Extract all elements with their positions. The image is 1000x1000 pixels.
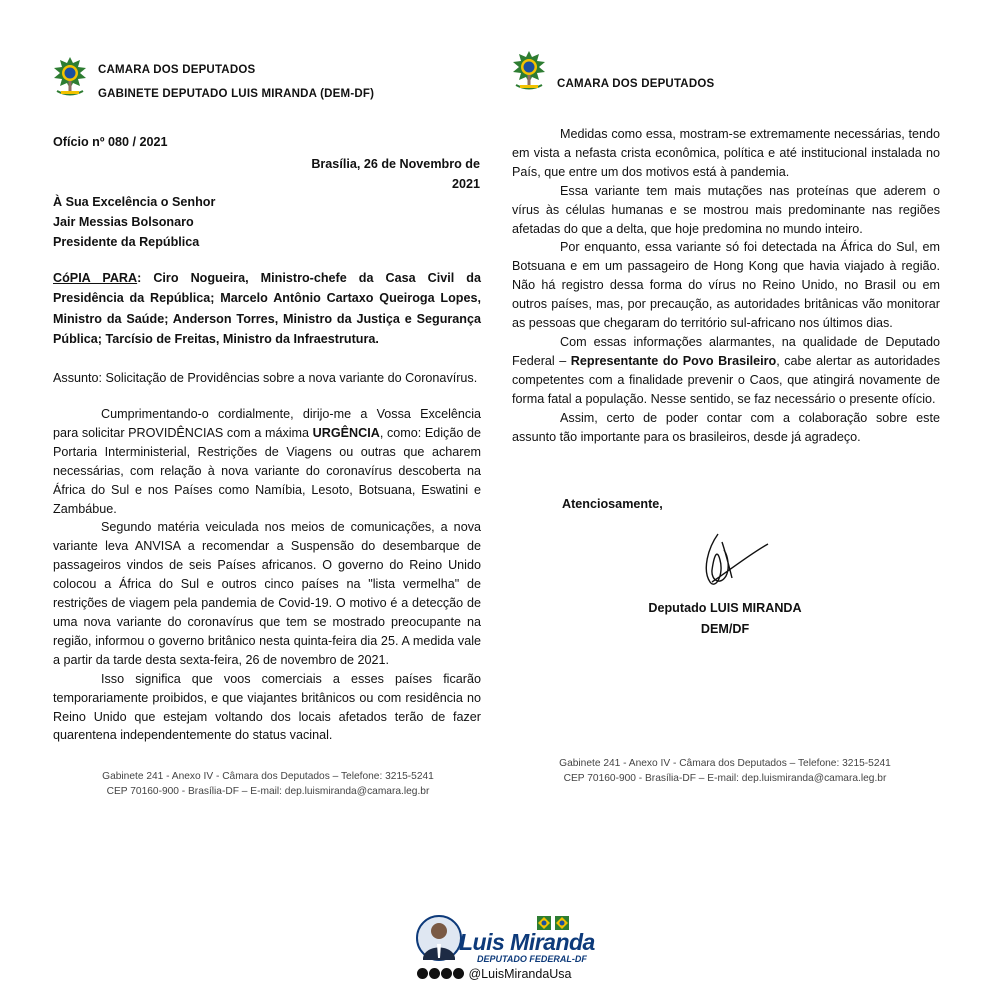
urgency-emphasis: URGÊNCIA bbox=[312, 425, 380, 440]
social-handle-row bbox=[417, 967, 572, 981]
signer-party: DEM/DF bbox=[700, 622, 750, 636]
copy-to-block bbox=[53, 268, 481, 349]
subject-line: Assunto: Solicitação de Providências sobre a nova variante do Coronavírus. bbox=[53, 371, 478, 385]
youtube-icon bbox=[453, 968, 464, 979]
right-footer-contact: CEP 70160-900 - Brasília-DF – E-mail: dep.luismiranda@camara.leg.br bbox=[563, 773, 887, 784]
twitter-icon bbox=[441, 968, 452, 979]
header-subtitle: GABINETE DEPUTADO LUIS MIRANDA (DEM-DF) bbox=[98, 88, 375, 100]
header-title: CAMARA DOS DEPUTADOS bbox=[98, 64, 256, 76]
right-body bbox=[512, 125, 940, 446]
copy-to-label: CóPIA PARA bbox=[53, 271, 138, 285]
oficio-number: Ofício nº 080 / 2021 bbox=[53, 135, 168, 149]
copy-to-recipients: : Ciro Nogueira, Ministro-chefe da Casa Civil da Presidência da República; Marcelo Antônio Cartaxo Queiroga Lopes, Ministro da Saúde; Anderson Torres, Ministro da Justiça e Segurança Pública; Tarcísio de Freitas, Ministro da Infraestrutura. bbox=[53, 271, 481, 346]
right-paragraph-4 bbox=[512, 333, 940, 409]
right-paragraph-3: Por enquanto, essa variante só foi detectada na África do Sul, em Botsuana e em um passageiro de Hong Kong que havia viajado à região. Não há registro dessa forma do vírus no Reino Unido, no Brasil ou em outros países, mas, por precaução, as autoridades britânicas vão monitorar as pessoas que chegaram do território sul-africano nos últimos dias. bbox=[512, 240, 940, 331]
left-p1-text: Cumprimentando-o cordialmente, dirijo-me a Vossa Excelência para solicitar PROVIDÊNCIAS com a máxima bbox=[53, 407, 481, 440]
left-footer-contact: CEP 70160-900 - Brasília-DF – E-mail: dep.luismiranda@camara.leg.br bbox=[106, 786, 430, 797]
left-paragraph-1 bbox=[53, 405, 481, 518]
signature-image bbox=[690, 530, 770, 590]
right-paragraph-1: Medidas como essa, mostram-se extremamente necessárias, tendo em vista a nefasta crista econômica, política e até institucional instalada no País, que entre um dos motivos está à pandemia. bbox=[512, 127, 940, 179]
brand-logo bbox=[415, 912, 595, 982]
social-handle: @LuisMirandaUsa bbox=[468, 967, 572, 981]
left-paragraph-2: Segundo matéria veiculada nos meios de comunicações, a nova variante leva ANVISA a recomendar a Suspensão do desembarque de passageiros vindos de seis Países africanos. O governo do Reino Unido colocou a África do Sul e outros cinco países na "lista vermelha" de restrições de viagem pela pandemia de Covid-19. O motivo é a detecção de uma nova variante do coronavírus que tem se mostrado preocupante na região, informou o governo britânico nesta quinta-feira dia 25. A medida vale a partir da tarde desta sexta-feira, 26 de novembro de 2021. bbox=[53, 520, 481, 667]
brazil-coat-of-arms-icon bbox=[511, 50, 547, 90]
left-paragraph-3: Isso significa que voos comerciais a esses países ficarão temporariamente proibidos, e que viajantes britânicos ou com residência no Reino Unido que estejam voltando dos locais afetados terão de fazer quarentena independentemente do status vacinal. bbox=[53, 671, 481, 743]
recipient-name: Jair Messias Bolsonaro bbox=[53, 215, 194, 229]
right-p4-text: Com essas informações alarmantes, na qualidade de Deputado Federal – bbox=[512, 334, 940, 368]
left-footer-address: Gabinete 241 - Anexo IV - Câmara dos Deputados – Telefone: 3215-5241 bbox=[102, 771, 434, 782]
brand-subtitle: DEPUTADO FEDERAL-DF bbox=[477, 954, 587, 964]
right-footer bbox=[510, 756, 940, 786]
recipient-title: Presidente da República bbox=[53, 235, 200, 249]
left-body bbox=[53, 405, 481, 745]
brazil-coat-of-arms-icon bbox=[52, 56, 88, 96]
left-p1-text-end: , como: Edição de Portaria Interministerial, Restrições de Viagens ou outras que acharem necessárias, com relação à nova variante do coronavírus descoberta na África do Sul e nos Países como Namíbia, Lesoto, Botsuana, Eswatini e Zambábue. bbox=[53, 425, 481, 516]
closing-salutation: Atenciosamente, bbox=[562, 497, 663, 511]
instagram-icon bbox=[429, 968, 440, 979]
left-footer bbox=[53, 769, 483, 799]
right-paragraph-2: Essa variante tem mais mutações nas proteínas que aderem o vírus às células humanas e se mostrou mais predominante nas regiões afetadas do que a delta, que hoje predomina no mundo inteiro. bbox=[512, 183, 940, 236]
signer-name: Deputado LUIS MIRANDA bbox=[648, 601, 802, 615]
deputy-portrait-icon bbox=[415, 914, 463, 970]
facebook-icon bbox=[417, 968, 428, 979]
document-date: Brasília, 26 de Novembro de 2021 bbox=[311, 157, 480, 191]
right-footer-address: Gabinete 241 - Anexo IV - Câmara dos Deputados – Telefone: 3215-5241 bbox=[559, 758, 891, 769]
header-title: CAMARA DOS DEPUTADOS bbox=[557, 78, 715, 90]
recipient-salutation: À Sua Excelência o Senhor bbox=[53, 195, 216, 209]
brand-name: Luis Miranda bbox=[459, 929, 595, 955]
right-p4-text-end: , cabe alertar as autoridades competentes com a finalidade prevenir o Caos, que atingirá novamente de forma fatal a população. Nesse sentido, se faz necessário o presente ofício. bbox=[512, 353, 941, 406]
right-paragraph-5: Assim, certo de poder contar com a colaboração sobre este assunto tão importante para os brasileiros, desde já agradeço. bbox=[512, 410, 940, 444]
recipient-block bbox=[53, 192, 483, 252]
representative-emphasis: Representante do Povo Brasileiro bbox=[570, 353, 777, 368]
